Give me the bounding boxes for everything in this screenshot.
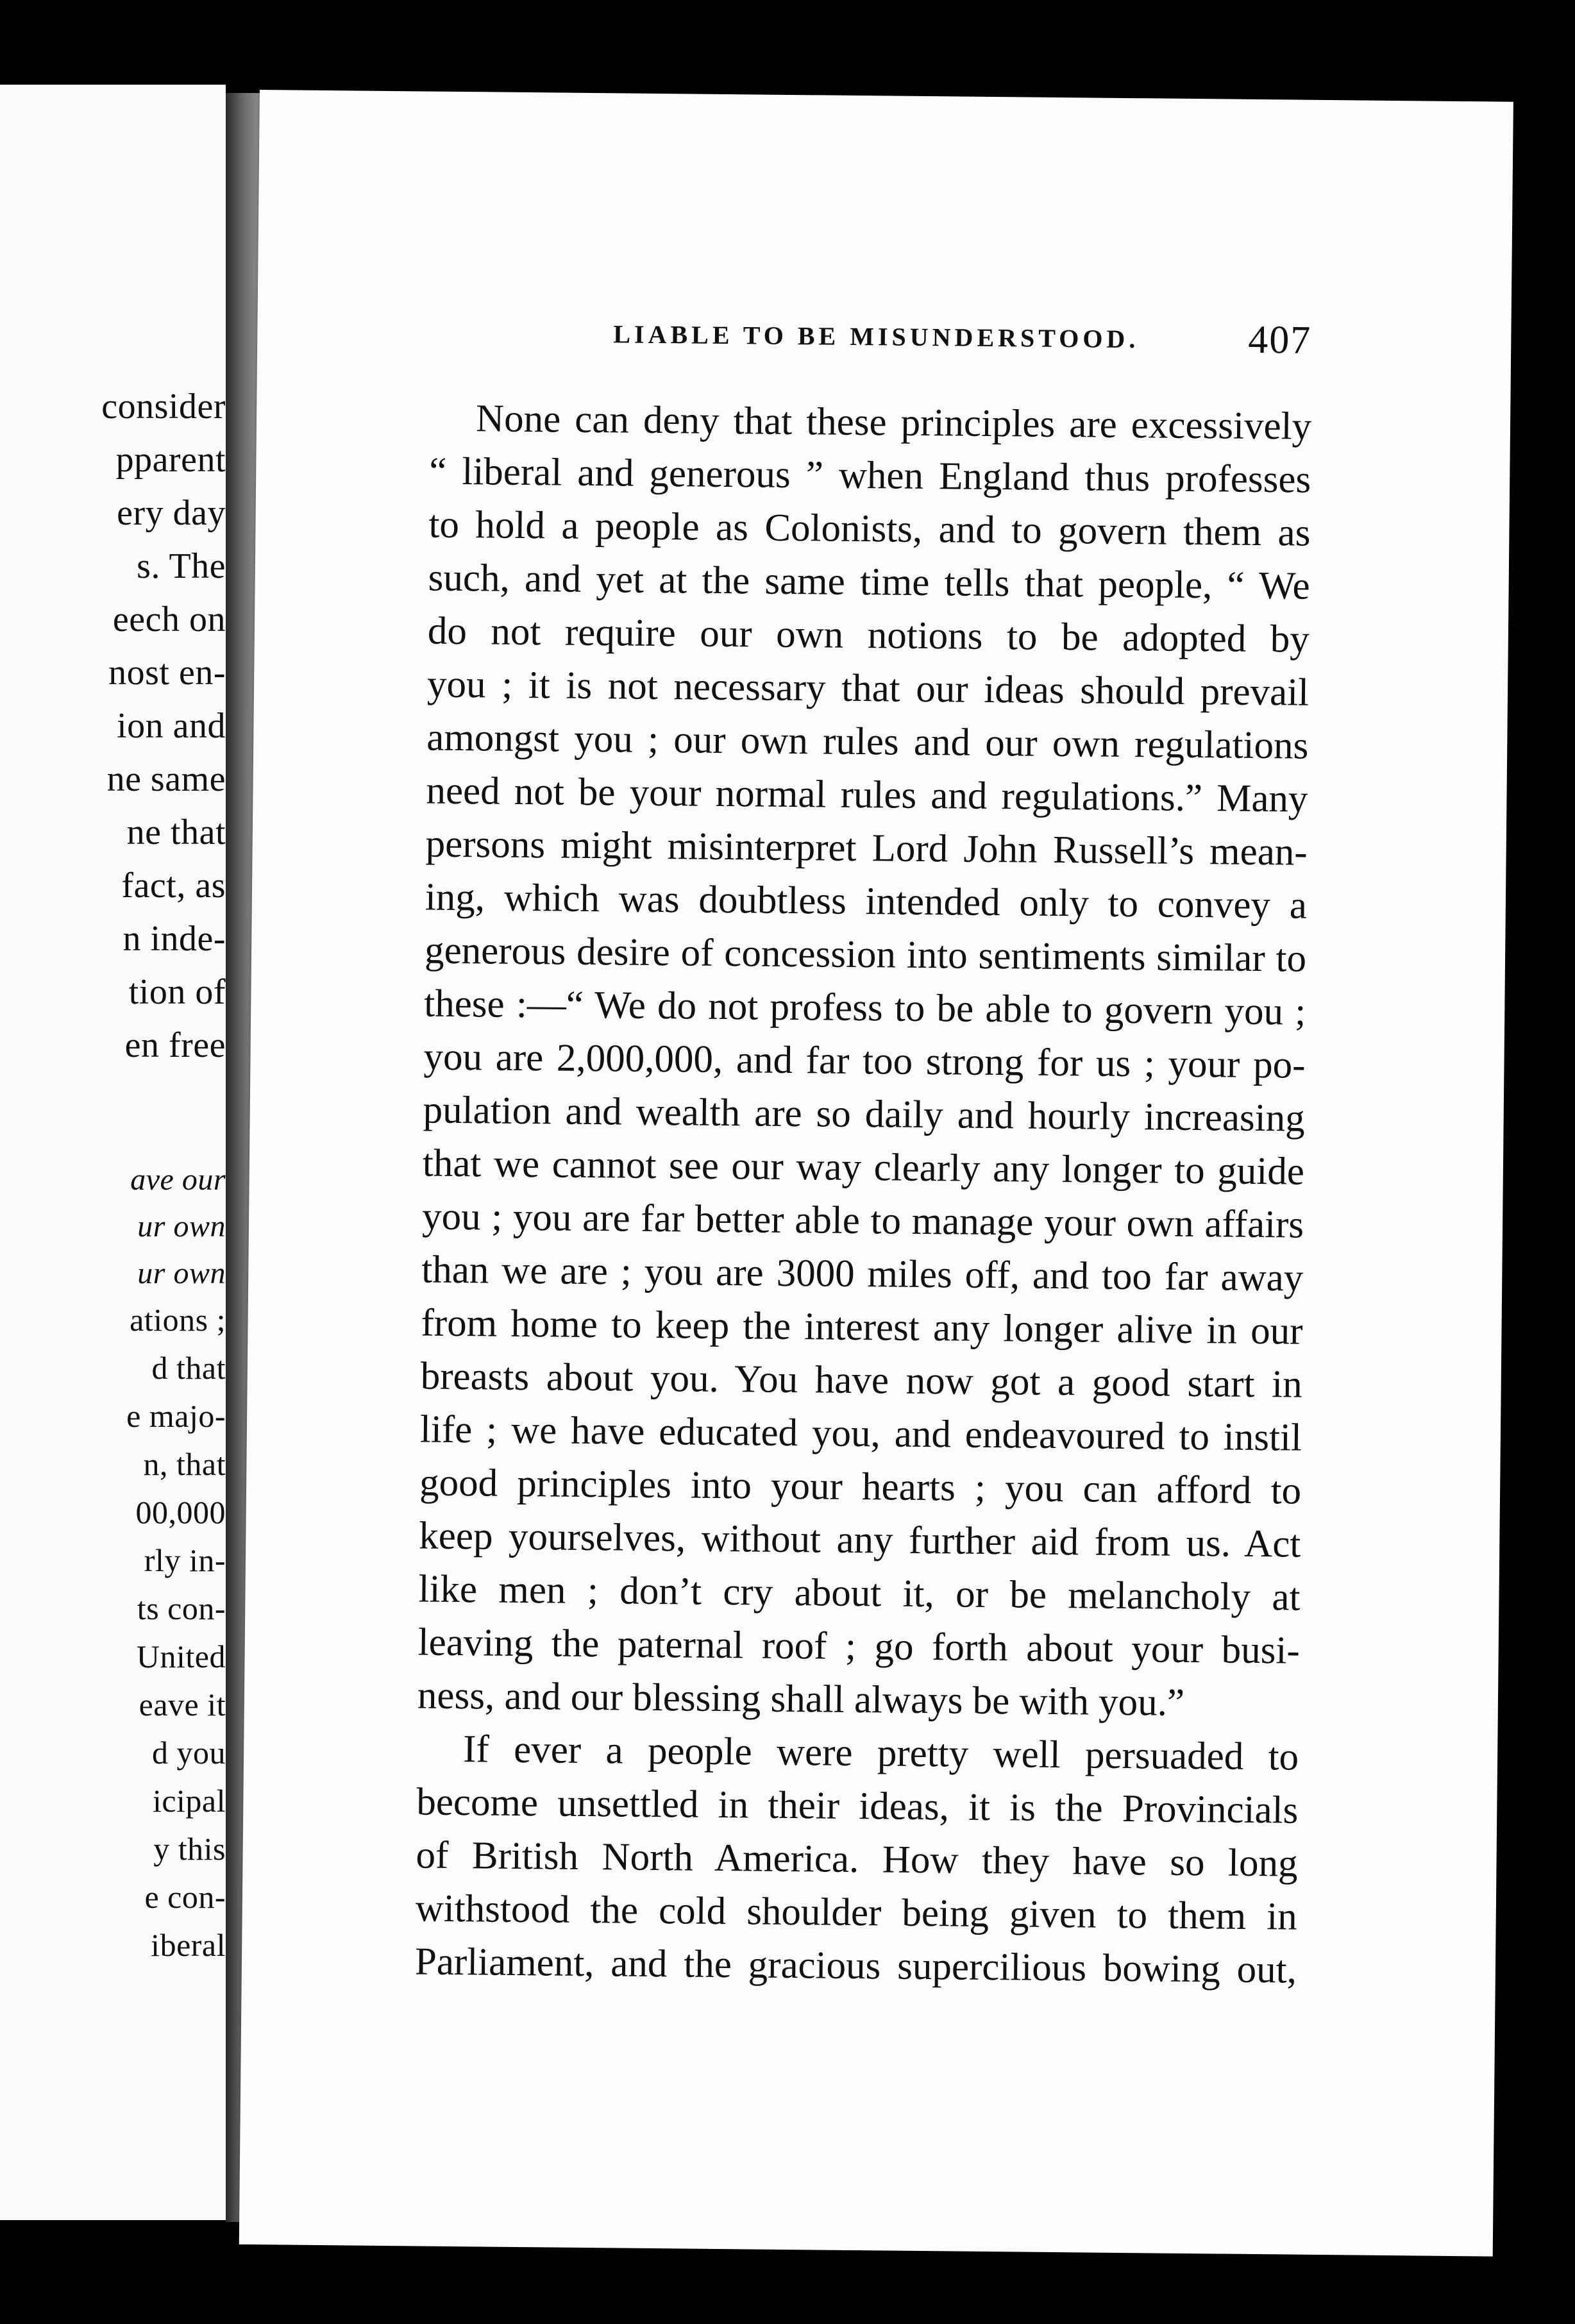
left-italic-line: ave our xyxy=(130,1163,226,1197)
right-page xyxy=(239,90,1513,2257)
body-text xyxy=(415,392,1312,1997)
left-line: iberal xyxy=(151,1927,226,1963)
left-line: d that xyxy=(151,1350,226,1386)
text-line: Parliament, and the gracious supercilious bowing out, xyxy=(414,1940,1297,1992)
left-line: icipal xyxy=(152,1783,226,1819)
left-line: ne that xyxy=(126,813,226,852)
left-line: e con- xyxy=(144,1879,226,1915)
text-line: If ever a people were pretty well persuaded to xyxy=(462,1728,1299,1779)
left-line: ne same xyxy=(106,759,226,799)
text-line: life ; we have educated you, and endeavoured to instil xyxy=(419,1408,1302,1460)
left-line: pparent xyxy=(115,440,226,480)
text-line: you ; you are far better able to manage your own affairs xyxy=(421,1195,1304,1247)
text-line: need not be your normal rules and regulations.” Many xyxy=(426,769,1308,821)
text-line: good principles into your hearts ; you can afford to xyxy=(419,1461,1302,1513)
left-line: ations ; xyxy=(130,1302,226,1338)
left-line: e majo- xyxy=(126,1398,226,1434)
left-line: eave it xyxy=(139,1687,226,1722)
text-line: withstood the cold shoulder being given to them in xyxy=(415,1887,1298,1939)
left-line: y this xyxy=(153,1831,226,1867)
text-line: these :—“ We do not profess to be able to govern you ; xyxy=(424,982,1306,1034)
text-line: generous desire of concession into sentiments similar to xyxy=(424,929,1307,981)
left-line: ts con- xyxy=(137,1590,226,1626)
left-line: tion of xyxy=(128,972,226,1012)
left-line: n, that xyxy=(143,1446,226,1482)
text-line: you ; it is not necessary that our ideas should prevail xyxy=(426,662,1310,714)
text-line: from home to keep the interest any longer alive in our xyxy=(421,1301,1303,1353)
left-line: nost en- xyxy=(108,653,226,693)
text-line: None can deny that these principles are excessively xyxy=(475,397,1312,448)
text-line: you are 2,000,000, and far too strong for us ; your po- xyxy=(423,1035,1306,1087)
page-number: 407 xyxy=(1248,317,1312,362)
text-line: pulation and wealth are so daily and hourly increasing xyxy=(423,1088,1305,1140)
text-line: leaving the paternal roof ; go forth about your busi- xyxy=(417,1621,1301,1672)
left-line: ion and xyxy=(117,706,226,746)
left-line: fact, as xyxy=(121,866,226,905)
text-line: keep yourselves, without any further aid from us. Act xyxy=(419,1514,1301,1566)
left-line: ery day xyxy=(117,493,226,533)
text-line: of British North America. How they have so long xyxy=(416,1833,1298,1885)
left-line: en free xyxy=(124,1025,226,1065)
left-line: eech on xyxy=(112,600,226,639)
left-page xyxy=(0,85,226,2220)
text-line: ing, which was doubtless intended only to convey a xyxy=(425,875,1308,927)
text-line: “ liberal and generous ” when England thus professes xyxy=(428,450,1311,501)
text-line: amongst you ; our own rules and our own regulations xyxy=(426,716,1309,768)
text-line: breasts about you. You have now got a good start in xyxy=(420,1354,1303,1406)
text-line: do not require our own notions to be adopted by xyxy=(427,609,1310,661)
left-line: d you xyxy=(152,1735,226,1771)
text-line: such, and yet at the same time tells that people, “ We xyxy=(428,556,1310,608)
text-line: that we cannot see our way clearly any longer to guide xyxy=(422,1141,1305,1193)
text-line: become unsettled in their ideas, it is the Provincials xyxy=(416,1780,1299,1832)
text-line: like men ; don’t cry about it, or be melancholy at xyxy=(418,1567,1301,1619)
left-line: United xyxy=(136,1638,226,1674)
left-italic-line: ur own xyxy=(137,1209,226,1243)
left-line: 00,000 xyxy=(135,1494,226,1530)
text-line: persons might misinterpret Lord John Russell’s mean- xyxy=(425,822,1308,874)
text-line: than we are ; you are 3000 miles off, and too far away xyxy=(421,1248,1304,1300)
left-line: s. The xyxy=(137,546,226,586)
left-line: n inde- xyxy=(122,919,226,959)
running-head: LIABLE TO BE MISUNDERSTOOD. xyxy=(613,319,1140,354)
left-line: consider xyxy=(101,387,226,426)
left-line: rly in- xyxy=(144,1542,226,1578)
left-italic-line: ur own xyxy=(137,1256,226,1290)
text-line: ness, and our blessing shall always be with you.” xyxy=(417,1674,1185,1724)
text-line: to hold a people as Colonists, and to govern them as xyxy=(428,503,1311,555)
